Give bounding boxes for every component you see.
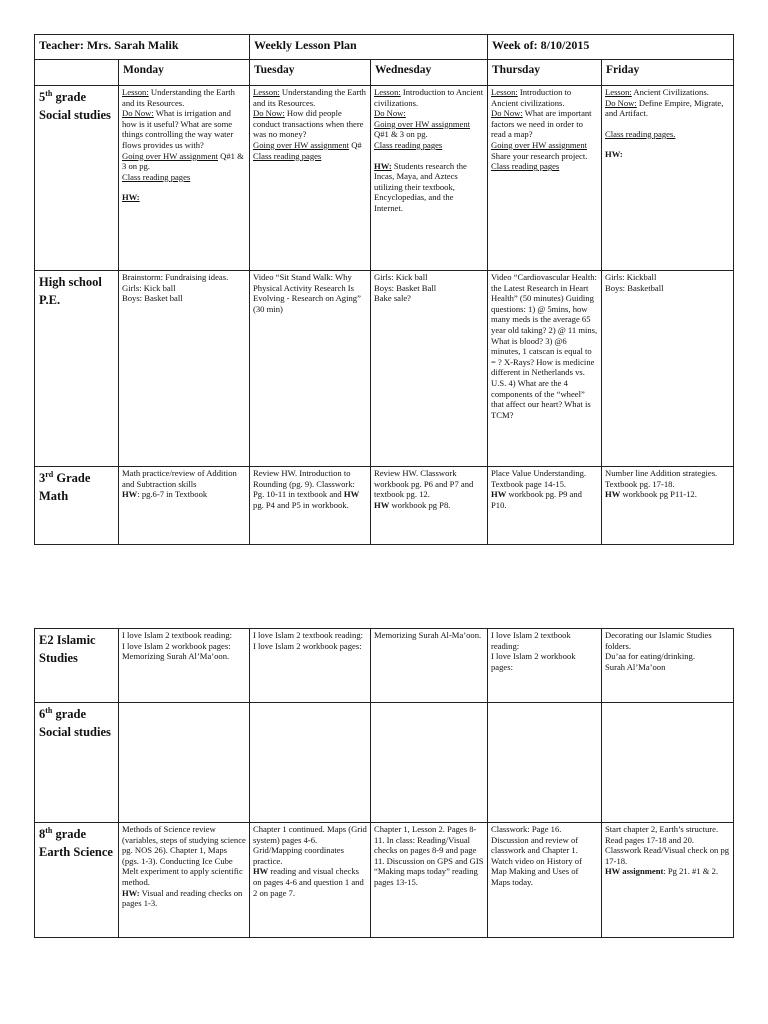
day-monday: Monday [119, 60, 250, 86]
row-8th-earth-science [35, 823, 734, 938]
cell-math-tue: Review HW. Introduction to Rounding (pg. 9). Classwork: Pg. 10-11 in textbook and HW pg. P4 and P5 in workbook. [250, 467, 371, 545]
subject-6th-social-studies: 6th grade Social studies [35, 703, 119, 823]
cell-pe-wed: Girls: Kick ball Boys: Basket Ball Bake sale? [371, 271, 488, 467]
cell-islamic-tue: I love Islam 2 textbook reading: I love Islam 2 workbook pages: [250, 629, 371, 703]
subject-8th-earth-science: 8th grade Earth Science [35, 823, 119, 938]
cell-islamic-fri: Decorating our Islamic Studies folders. Du’aa for eating/drinking. Surah Al’Ma’oon [602, 629, 734, 703]
cell-6th-tue [250, 703, 371, 823]
cell-islamic-mon: I love Islam 2 textbook reading: I love Islam 2 workbook pages: Memorizing Surah Al’Ma’oon. [119, 629, 250, 703]
cell-math-wed: Review HW. Classwork workbook pg. P6 and P7 and textbook pg. 12. HW workbook pg P8. [371, 467, 488, 545]
cell-6th-thu [488, 703, 602, 823]
days-row [35, 60, 734, 86]
cell-6th-mon [119, 703, 250, 823]
plan-title: Weekly Lesson Plan [250, 35, 488, 60]
row-high-school-pe [35, 271, 734, 467]
header-row [35, 35, 734, 60]
cell-5th-thu: Lesson: Introduction to Ancient civilizations. Do Now: What are important factors we need in order to read a map? Going over HW assignment Share your research project. Class reading pages [488, 86, 602, 271]
cell-pe-thu: Video “Cardiovascular Health: the Latest Research in Heart Health” (50 minutes) Guiding questions: 1) @ 5mins, how many meds is the average 65 year old taking? 2) @ 11 mins, What is blood? 3) @6 minutes, 1 catscan is equal to = ? X-Rays? How is medicine different in Netherlands vs. U.S. 4) What are the 4 components of the “wheel” that affect our heart? What is TCM? [488, 271, 602, 467]
day-friday: Friday [602, 60, 734, 86]
cell-pe-tue: Video “Sit Stand Walk: Why Physical Activity Research Is Evolving - Research on Aging” (30 min) [250, 271, 371, 467]
cell-6th-fri [602, 703, 734, 823]
cell-pe-fri: Girls: Kickball Boys: Basketball [602, 271, 734, 467]
week-date: Week of: 8/10/2015 [488, 35, 734, 60]
row-e2-islamic-studies [35, 629, 734, 703]
subject-high-school-pe: High school P.E. [35, 271, 119, 467]
cell-islamic-thu: I love Islam 2 textbook reading: I love Islam 2 workbook pages: [488, 629, 602, 703]
subject-3rd-grade-math: 3rd Grade Math [35, 467, 119, 545]
cell-math-thu: Place Value Understanding. Textbook page 14-15. HW workbook pg. P9 and P10. [488, 467, 602, 545]
cell-5th-wed: Lesson: Introduction to Ancient civilizations. Do Now: Going over HW assignment Q#1 & 3 on pg. Class reading pages HW: Students research the Incas, Maya, and Aztecs utilizing their textbook, Encyclopedias, and the Internet. [371, 86, 488, 271]
cell-earth-tue: Chapter 1 continued. Maps (Grid system) pages 4-6. Grid/Mapping coordinates practice. HW reading and visual checks on pages 4-6 and question 1 and 2 on page 7. [250, 823, 371, 938]
cell-5th-fri: Lesson: Ancient Civilizations. Do Now: Define Empire, Migrate, and Artifact. Class reading pages. HW: [602, 86, 734, 271]
row-3rd-grade-math [35, 467, 734, 545]
day-wednesday: Wednesday [371, 60, 488, 86]
cell-earth-mon: Methods of Science review (variables, steps of studying science pg. NOS 26). Chapter 1, Maps (pgs. 1-3). Conducting Ice Cube Melt experiment to apply scientific method. HW: Visual and reading checks on pages 1-3. [119, 823, 250, 938]
lesson-plan-table-top [34, 34, 734, 545]
row-5th-social-studies [35, 86, 734, 271]
day-thursday: Thursday [488, 60, 602, 86]
cell-5th-tue: Lesson: Understanding the Earth and its Resources. Do Now: How did people conduct transactions when there was no money? Going over HW assignment Q# Class reading pages [250, 86, 371, 271]
cell-islamic-wed: Memorizing Surah Al-Ma’oon. [371, 629, 488, 703]
day-tuesday: Tuesday [250, 60, 371, 86]
subject-e2-islamic-studies: E2 Islamic Studies [35, 629, 119, 703]
row-6th-social-studies [35, 703, 734, 823]
cell-5th-mon: Lesson: Understanding the Earth and its Resources. Do Now: What is irrigation and how is it useful? What are some things controlling the way water flows provides us with? Going over HW assignment Q#1 & 3 on pg. Class reading pages HW: [119, 86, 250, 271]
cell-earth-thu: Classwork: Page 16. Discussion and review of classwork and Chapter 1. Watch video on History of Map Making and Uses of Maps today. [488, 823, 602, 938]
cell-6th-wed [371, 703, 488, 823]
cell-earth-wed: Chapter 1, Lesson 2. Pages 8-11. In class: Reading/Visual checks on pages 8-9 and page 11. Discussion on GPS and GIS “Making maps today” reading pages 13-15. [371, 823, 488, 938]
cell-math-mon: Math practice/review of Addition and Subtraction skills HW: pg.6-7 in Textbook [119, 467, 250, 545]
subject-5th-social-studies: 5th grade Social studies [35, 86, 119, 271]
cell-pe-mon: Brainstorm: Fundraising ideas. Girls: Kick ball Boys: Basket ball [119, 271, 250, 467]
cell-earth-fri: Start chapter 2, Earth’s structure. Read pages 17-18 and 20. Classwork Read/Visual check on pg 17-18. HW assignment: Pg 21. #1 & 2. [602, 823, 734, 938]
lesson-plan-table-bottom [34, 628, 734, 938]
teacher-name: Teacher: Mrs. Sarah Malik [35, 35, 250, 60]
corner-cell [35, 60, 119, 86]
cell-math-fri: Number line Addition strategies. Textbook pg. 17-18. HW workbook pg P11-12. [602, 467, 734, 545]
